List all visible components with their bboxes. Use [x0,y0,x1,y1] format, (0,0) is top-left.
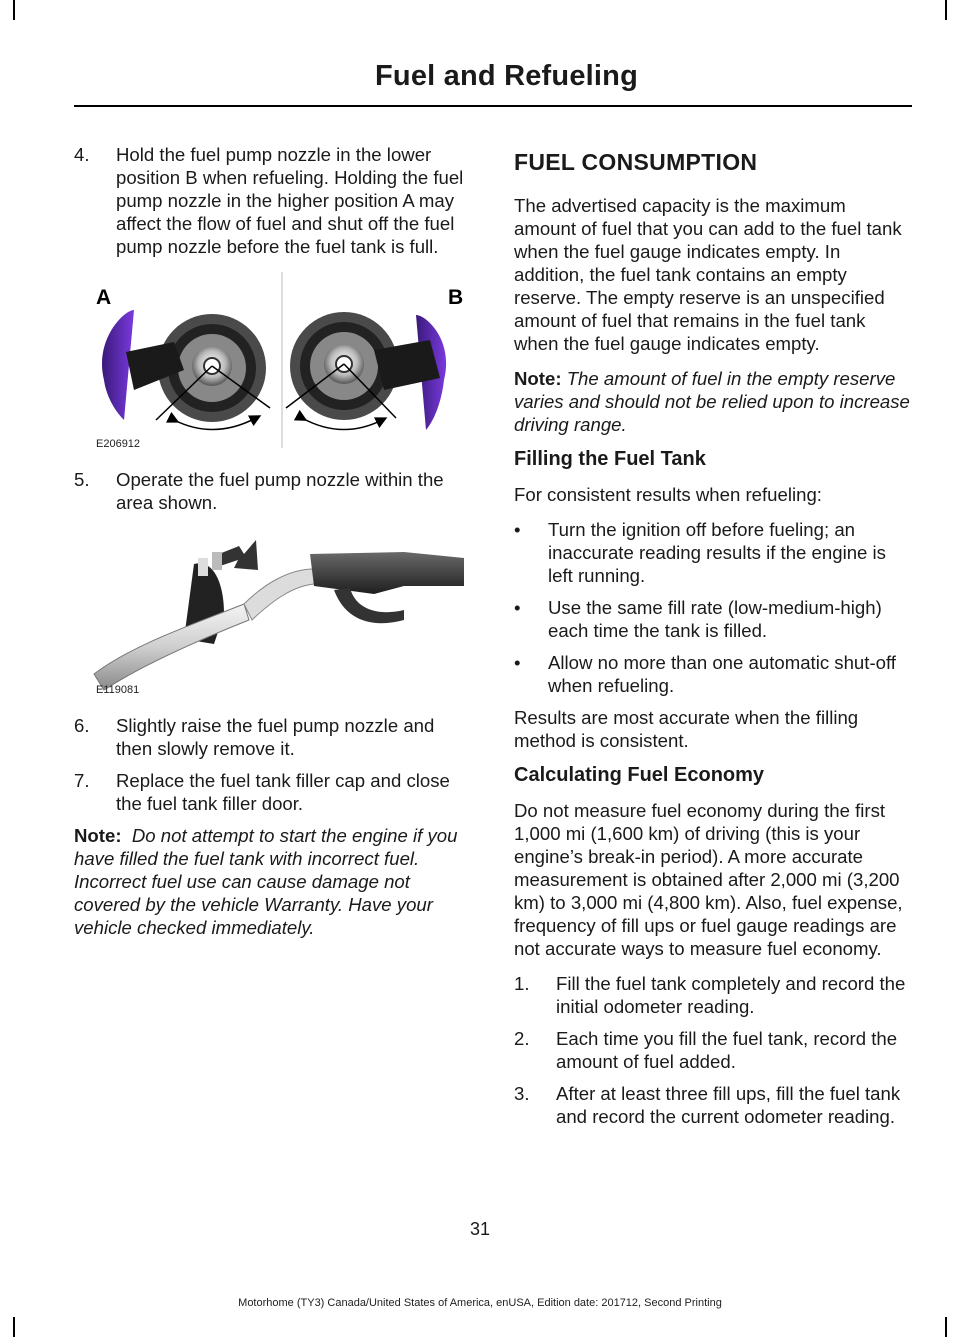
right-note [514,367,910,436]
page-number: 31 [469,1219,491,1239]
calc-step-1: 1. Fill the fuel tank completely and record the initial odometer reading. [514,973,906,1017]
subheading-calculating: Calculating Fuel Economy [514,764,765,786]
paragraph-break-in: Do not measure fuel economy during the first 1,000 mi (1,600 km) of driving (this is your engine’s break-in period). A more accurate measurement is obtained after 2,000 mi (3,200 km) to 3,000 mi (4,800 km). Also, fuel expense, frequency of fill ups or fuel gauge readings are not accurate ways to measure fuel economy. [514,800,903,959]
subheading-filling: Filling the Fuel Tank [514,448,706,470]
note-text: The amount of fuel in the empty reserve varies and should not be relied upon to increase driving range. [514,368,910,435]
figure-code: E206912 [96,438,141,450]
figure-nozzle-area [74,524,474,696]
bullet-item: • Use the same fill rate (low-medium-high) each time the tank is filled. [514,597,882,641]
note-label: Note: [74,825,122,846]
calc-step-2: 2. Each time you fill the fuel tank, record the amount of fuel added. [514,1028,898,1072]
calc-step-3: 3. After at least three fill ups, fill the fuel tank and record the current odometer reading. [514,1083,901,1127]
nozzle-handle [310,552,464,594]
figure-nozzle-positions [74,270,474,450]
figure-code: E119081 [96,684,140,696]
crop-mark-bottom-right-v [945,1317,947,1337]
nozzle-area-illustration [74,524,474,696]
right-column [514,143,910,1137]
crop-mark-bottom-left-v [13,1317,15,1337]
paragraph-capacity: The advertised capacity is the maximum amount of fuel that you can add to the fuel tank when the fuel gauge indicates empty. In addition, the fuel tank contains an empty reserve. The empty reserve is an unspecified amount of fuel that remains in the fuel tank when the fuel gauge indicates empty. [514,195,902,354]
note-text: Do not attempt to start the engine if you have filled the fuel tank with incorrect fuel. Incorrect fuel use can cause damage not covered by the vehicle Warranty. Have your vehicle checked immediately. [74,825,458,938]
crop-mark-top-left-v [13,0,15,20]
left-note [74,824,474,939]
section-heading: FUEL CONSUMPTION [514,149,758,175]
crop-mark-top-right-v [945,0,947,20]
page-title: Fuel and Refueling [375,60,638,92]
step-7: 7. Replace the fuel tank filler cap and close the fuel tank filler door. [74,770,450,814]
bullet-item: • Allow no more than one automatic shut-off when refueling. [514,652,896,696]
paragraph-intro: For consistent results when refueling: [514,484,822,505]
nozzle-spout [94,604,249,690]
left-column [74,143,474,951]
step-6: 6. Slightly raise the fuel pump nozzle and then slowly remove it. [74,715,435,759]
step-4: 4. Hold the fuel pump nozzle in the lower position B when refueling. Holding the fuel pump nozzle in the higher position A may affect the flow of fuel and shut off the fuel pump nozzle before the fuel tank is full. [74,144,464,257]
paragraph-results: Results are most accurate when the filling method is consistent. [514,707,859,751]
label-a: A [96,286,112,309]
step-5: 5. Operate the fuel pump nozzle within the area shown. [74,469,444,513]
nozzle-positions-illustration [74,270,474,450]
bullet-item: • Turn the ignition off before fueling; an inaccurate reading results if the engine is left running. [514,519,886,586]
label-b: B [448,286,464,309]
header-divider [74,105,912,107]
note-label: Note: [514,368,562,389]
footer-edition-line: Motorhome (TY3) Canada/United States of America, enUSA, Edition date: 201712, Second Printing [238,1297,722,1309]
